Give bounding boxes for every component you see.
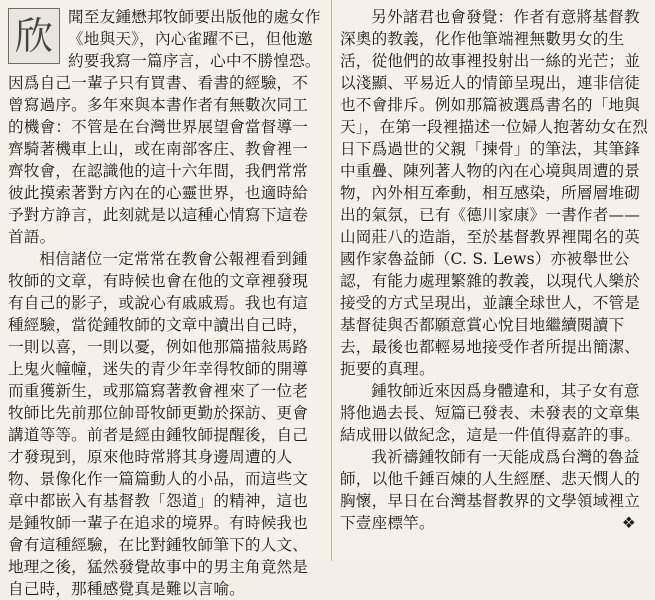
end-mark-icon: ❖ xyxy=(621,514,636,532)
paragraph-4: 鍾牧師近來因爲身體違和，其子女有意將他過去長、短篇已發表、未發表的文章集結成冊以做紀念，這是一件值得嘉許的事。 xyxy=(340,382,641,444)
dropcap: 欣 xyxy=(8,8,60,64)
paragraph-2: 相信諸位一定常常在教會公報裡看到鍾牧師的文章，有時候也會在他的文章裡發現有自己的影子，或說心有戚戚焉。我也有這種經驗，當從鍾牧師的文章中讀出自己時，一則以喜，一則以憂，例如他那篇描敍馬路上鬼火幢幢，迷失的青少年幸得牧師的開導而重獲新生，或那篇寫著教會裡來了一位老牧師比先前那位帥哥牧師更勤於探訪、更會講道等等。前者是經由鍾牧師提醒後，自己才發現到，原來他時常將其身邊周遭的人物、景像化作一篇篇動人的小品，而這些文章中都嵌入有基督教「怨道」的精神，這也是鍾牧師一輩子在追求的境界。有時候我也會有這種經驗，在比對鍾牧師筆下的人文、地理之後，猛然發覺故事中的男主角竟然是自己時，那種感覺真是難以言喻。 xyxy=(8,250,309,598)
left-column xyxy=(8,6,322,600)
column-divider xyxy=(331,0,332,561)
paragraph-5-text: 我祈禱鍾牧師有一天能成爲台灣的魯益師，以他千錘百煉的人生經歷、悲天憫人的胸懷，早日在台灣基督教界的文學領域裡立下壹座標竿。 xyxy=(340,448,641,532)
right-column xyxy=(340,6,650,534)
paragraph-3: 另外諸君也會發覺：作者有意將基督教深奧的教義，化作他筆端裡無數男女的生活，從他們的故事裡投射出一絲的光芒；並以淺顯、平易近人的情節呈現出，連非信徒也不會排斥。例如那篇被選爲書名的「地與天」，在第一段裡描述一位婦人抱著幼女在烈日下爲過世的父親「揀骨」的筆法，其筆鋒中重疊、陳列著人物的內在心境與周遭的景物，內外相互牽動，相互感染，所層層堆砌出的氣氛，已有《德川家康》一書作者——山岡莊八的造詣，至於基督教界裡聞名的英國作家魯益師（C. S. Lews）亦被舉世公認，有能力處理繁雜的教義，以現代人樂於接受的方式呈現出，並讓全球世人，不管是基督徒與否都願意賞心悅目地繼續閱讀下去，最後也都輕易地接受作者所提出簡潔、扼要的真理。 xyxy=(340,8,649,378)
paragraph-5 xyxy=(340,446,650,534)
paragraph-1-text: 聞至友鍾懋邦牧師要出版他的處女作《地與天》，內心雀躍不已，但他邀約要我寫一篇序言，心中不勝惶恐。因爲自己一輩子只有買書、看書的經驗，不曾寫過序。多年來與本書作者有無數次同工的機會：不管是在台灣世界展望會當督導一齊騎著機車上山，或在南部客庄、教會裡一齊牧會，在認識他的這十六年間，我們常常彼此摸索著對方內在的心靈世界，也適時給予對方諍言，此刻就是以這種心情寫下這卷首語。 xyxy=(8,8,321,246)
paragraph-1 xyxy=(8,6,322,248)
